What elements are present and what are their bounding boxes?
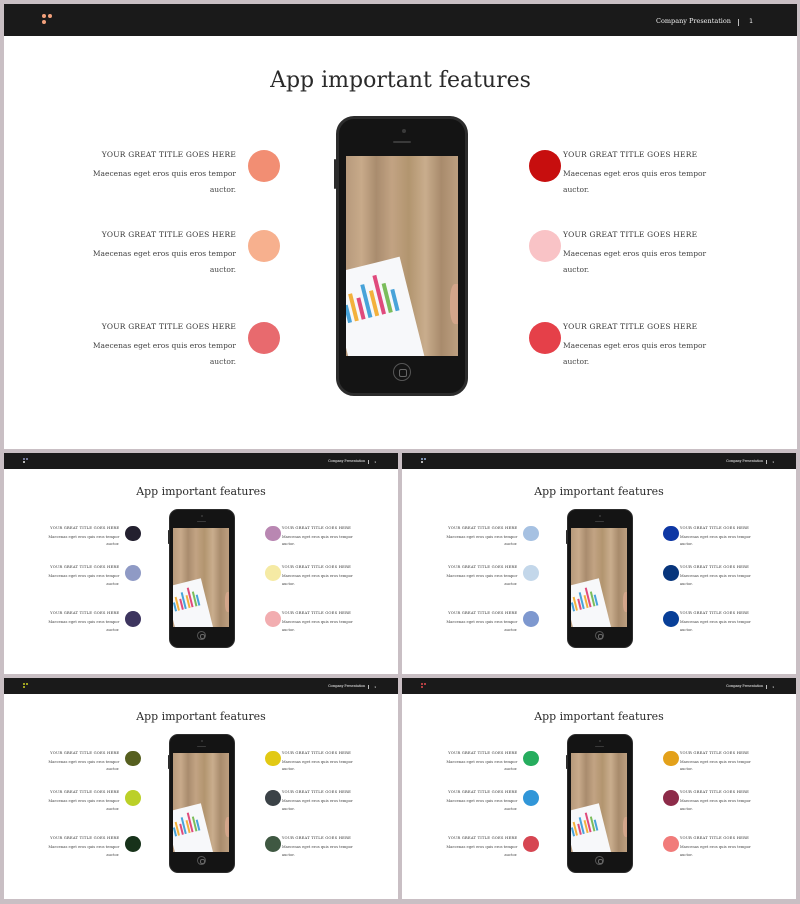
logo-dot-3	[23, 461, 25, 463]
brand-name: Company Presentation	[726, 684, 764, 689]
feature-desc-line-2: auctor.	[504, 582, 518, 587]
feature-desc	[282, 573, 353, 589]
feature-desc-line-1: Maecenas eget eros quis eros tempor	[92, 249, 236, 258]
feature-desc-line-2: auctor.	[504, 767, 518, 772]
feature-color-dot	[523, 751, 539, 767]
feature-desc-line-1: Maecenas eget eros quis eros tempor	[679, 844, 751, 849]
feature-title: YOUR GREAT TITLE GOES HERE	[101, 150, 236, 159]
feature-title: YOUR GREAT TITLE GOES HERE	[679, 565, 749, 570]
feature-desc-line-2: auctor.	[504, 807, 518, 812]
feature-desc-line-2: auctor.	[679, 582, 693, 587]
feature-desc-line-2: auctor.	[106, 542, 120, 547]
feature-color-dot	[125, 565, 141, 581]
feature-desc	[282, 534, 353, 550]
slide-4[interactable]	[4, 678, 398, 899]
logo-dot-3	[421, 686, 423, 688]
feature-title: YOUR GREAT TITLE GOES HERE	[448, 611, 518, 616]
phone-mockup	[567, 509, 633, 648]
feature-title: YOUR GREAT TITLE GOES HERE	[448, 836, 518, 841]
feature-color-dot	[523, 790, 539, 806]
feature-desc-line-2: auctor.	[679, 852, 693, 857]
logo-dot-1	[421, 458, 423, 460]
slide-2[interactable]	[4, 453, 398, 674]
feature-desc-line-2: auctor.	[106, 852, 120, 857]
feature-title: YOUR GREAT TITLE GOES HERE	[50, 836, 120, 841]
brand-name: Company Presentation	[328, 684, 366, 689]
feature-title: YOUR GREAT TITLE GOES HERE	[448, 750, 518, 755]
feature-desc-line-1: Maecenas eget eros quis eros tempor	[92, 341, 236, 350]
feature-desc-line-1: Maecenas eget eros quis eros tempor	[679, 799, 751, 804]
feature-desc-line-1: Maecenas eget eros quis eros tempor	[563, 249, 707, 258]
feature-title: YOUR GREAT TITLE GOES HERE	[448, 565, 518, 570]
feature-desc	[93, 246, 236, 278]
brand-name: Company Presentation	[328, 459, 366, 464]
slide-title: App important features	[136, 484, 266, 498]
feature-desc-line-2: auctor.	[679, 767, 693, 772]
feature-desc-line-2: auctor.	[209, 185, 236, 194]
home-button-square	[399, 369, 407, 377]
logo-dot-1	[23, 458, 25, 460]
feature-color-dot	[265, 565, 281, 581]
feature-color-dot	[125, 790, 141, 806]
feature-color-dot	[265, 611, 281, 627]
hand	[450, 284, 458, 324]
slide-title: App important features	[270, 68, 531, 93]
feature-desc	[680, 573, 751, 589]
header-divider	[766, 460, 767, 463]
feature-desc-line-1: Maecenas eget eros quis eros tempor	[679, 534, 751, 539]
chart-paper	[571, 803, 611, 852]
feature-desc-line-2: auctor.	[281, 767, 295, 772]
feature-color-dot	[523, 836, 539, 852]
page-number: 1	[374, 684, 377, 689]
feature-desc-line-1: Maecenas eget eros quis eros tempor	[563, 341, 707, 350]
brand-name: Company Presentation	[726, 459, 764, 464]
logo-dot-2	[48, 14, 52, 18]
logo-dot-3	[23, 686, 25, 688]
page-number: 1	[772, 684, 775, 689]
home-button-square	[598, 634, 603, 639]
feature-title: YOUR GREAT TITLE GOES HERE	[448, 525, 518, 530]
feature-color-dot	[125, 836, 141, 852]
header-divider	[368, 685, 369, 688]
feature-color-dot	[663, 565, 679, 581]
feature-desc-line-2: auctor.	[209, 357, 236, 366]
feature-desc-line-2: auctor.	[281, 627, 295, 632]
feature-desc	[48, 798, 119, 814]
feature-desc	[680, 619, 751, 635]
feature-color-dot	[523, 565, 539, 581]
slide-5[interactable]	[402, 678, 796, 899]
home-button[interactable]	[197, 856, 206, 865]
feature-title: YOUR GREAT TITLE GOES HERE	[50, 790, 120, 795]
phone-screen-photo	[571, 753, 627, 852]
feature-desc	[680, 844, 751, 860]
feature-color-dot	[248, 322, 280, 354]
feature-title: YOUR GREAT TITLE GOES HERE	[679, 611, 749, 616]
feature-color-dot	[265, 526, 281, 542]
feature-color-dot	[248, 230, 280, 262]
slide-3[interactable]	[402, 453, 796, 674]
feature-desc-line-1: Maecenas eget eros quis eros tempor	[48, 844, 120, 849]
feature-title: YOUR GREAT TITLE GOES HERE	[281, 611, 351, 616]
feature-desc-line-1: Maecenas eget eros quis eros tempor	[48, 799, 120, 804]
header-divider	[368, 460, 369, 463]
logo-dot-2	[26, 458, 28, 460]
feature-desc-line-1: Maecenas eget eros quis eros tempor	[446, 844, 518, 849]
phone-side-button	[168, 755, 169, 770]
logo-dot-1	[42, 14, 46, 18]
feature-desc-line-1: Maecenas eget eros quis eros tempor	[281, 619, 353, 624]
phone-screen-photo	[173, 753, 229, 852]
phone-side-button	[566, 530, 567, 545]
chart-paper	[571, 578, 611, 627]
hand	[623, 592, 627, 612]
phone-camera	[201, 515, 203, 517]
feature-title: YOUR GREAT TITLE GOES HERE	[448, 790, 518, 795]
phone-mockup	[169, 734, 235, 873]
logo-dot-3	[421, 461, 423, 463]
home-button[interactable]	[197, 631, 206, 640]
feature-desc-line-1: Maecenas eget eros quis eros tempor	[679, 574, 751, 579]
feature-desc	[282, 619, 353, 635]
feature-desc-line-2: auctor.	[106, 767, 120, 772]
feature-title: YOUR GREAT TITLE GOES HERE	[281, 790, 351, 795]
logo-dot-2	[26, 683, 28, 685]
feature-desc	[282, 844, 353, 860]
chart-paper	[173, 803, 213, 852]
logo-dot-3	[42, 20, 46, 24]
logo-dot-2	[424, 458, 426, 460]
feature-color-dot	[529, 230, 561, 262]
feature-desc-line-1: Maecenas eget eros quis eros tempor	[92, 169, 236, 178]
feature-title: YOUR GREAT TITLE GOES HERE	[679, 836, 749, 841]
slide-header	[402, 678, 796, 694]
feature-desc-line-2: auctor.	[504, 542, 518, 547]
feature-desc-line-1: Maecenas eget eros quis eros tempor	[281, 844, 353, 849]
feature-title: YOUR GREAT TITLE GOES HERE	[50, 565, 120, 570]
phone-speaker	[197, 746, 206, 747]
feature-desc-line-2: auctor.	[106, 582, 120, 587]
feature-desc-line-2: auctor.	[106, 807, 120, 812]
feature-desc-line-2: auctor.	[563, 357, 590, 366]
brand-name: Company Presentation	[656, 17, 731, 25]
page-number: 1	[772, 459, 775, 464]
logo-dot-2	[424, 683, 426, 685]
feature-desc-line-1: Maecenas eget eros quis eros tempor	[48, 619, 120, 624]
feature-color-dot	[663, 836, 679, 852]
hand	[225, 592, 229, 612]
phone-camera	[402, 129, 406, 133]
feature-desc	[48, 573, 119, 589]
feature-desc-line-1: Maecenas eget eros quis eros tempor	[446, 574, 518, 579]
logo-dot-1	[421, 683, 423, 685]
feature-desc	[282, 798, 353, 814]
feature-color-dot	[125, 611, 141, 627]
feature-color-dot	[663, 751, 679, 767]
feature-title: YOUR GREAT TITLE GOES HERE	[563, 150, 698, 159]
home-button-square	[598, 859, 603, 864]
feature-title: YOUR GREAT TITLE GOES HERE	[50, 611, 120, 616]
feature-desc-line-2: auctor.	[679, 542, 693, 547]
phone-camera	[201, 740, 203, 742]
feature-title: YOUR GREAT TITLE GOES HERE	[281, 525, 351, 530]
feature-title: YOUR GREAT TITLE GOES HERE	[281, 750, 351, 755]
feature-color-dot	[125, 751, 141, 767]
phone-mockup	[567, 734, 633, 873]
feature-desc	[48, 534, 119, 550]
feature-desc	[446, 798, 517, 814]
feature-desc	[48, 844, 119, 860]
slide-header	[402, 453, 796, 469]
phone-side-button	[168, 530, 169, 545]
feature-title: YOUR GREAT TITLE GOES HERE	[50, 525, 120, 530]
page-number: 1	[749, 18, 753, 25]
feature-desc-line-2: auctor.	[281, 807, 295, 812]
feature-title: YOUR GREAT TITLE GOES HERE	[679, 790, 749, 795]
slide-title: App important features	[534, 709, 664, 723]
feature-desc-line-2: auctor.	[679, 627, 693, 632]
slide-title: App important features	[534, 484, 664, 498]
feature-desc-line-1: Maecenas eget eros quis eros tempor	[48, 574, 120, 579]
feature-title: YOUR GREAT TITLE GOES HERE	[281, 565, 351, 570]
feature-desc	[446, 534, 517, 550]
home-button-square	[200, 859, 205, 864]
feature-desc-line-1: Maecenas eget eros quis eros tempor	[446, 799, 518, 804]
phone-screen-photo	[571, 528, 627, 627]
feature-color-dot	[529, 322, 561, 354]
feature-desc-line-1: Maecenas eget eros quis eros tempor	[281, 759, 353, 764]
feature-desc-line-2: auctor.	[504, 852, 518, 857]
feature-color-dot	[248, 150, 280, 182]
hand	[623, 817, 627, 837]
feature-title: YOUR GREAT TITLE GOES HERE	[101, 230, 236, 239]
feature-desc	[563, 166, 706, 198]
feature-title: YOUR GREAT TITLE GOES HERE	[281, 836, 351, 841]
feature-color-dot	[663, 526, 679, 542]
feature-color-dot	[529, 150, 561, 182]
feature-desc-line-1: Maecenas eget eros quis eros tempor	[563, 169, 707, 178]
feature-color-dot	[265, 790, 281, 806]
phone-camera	[599, 740, 601, 742]
feature-color-dot	[125, 526, 141, 542]
feature-color-dot	[523, 526, 539, 542]
feature-desc-line-2: auctor.	[281, 852, 295, 857]
slide-1[interactable]	[4, 4, 797, 449]
feature-title: YOUR GREAT TITLE GOES HERE	[679, 750, 749, 755]
phone-camera	[599, 515, 601, 517]
slide-header	[4, 678, 398, 694]
feature-desc-line-2: auctor.	[504, 627, 518, 632]
feature-desc	[446, 759, 517, 775]
feature-desc-line-1: Maecenas eget eros quis eros tempor	[281, 799, 353, 804]
feature-desc-line-1: Maecenas eget eros quis eros tempor	[281, 574, 353, 579]
feature-title: YOUR GREAT TITLE GOES HERE	[563, 230, 698, 239]
header-divider	[766, 685, 767, 688]
home-button[interactable]	[595, 631, 604, 640]
feature-desc	[93, 338, 236, 370]
slide-header	[4, 453, 398, 469]
phone-mockup	[169, 509, 235, 648]
feature-desc-line-2: auctor.	[209, 265, 236, 274]
home-button[interactable]	[393, 363, 411, 381]
page-number: 1	[374, 459, 377, 464]
home-button[interactable]	[595, 856, 604, 865]
phone-side-button	[334, 159, 336, 189]
phone-screen-photo	[346, 156, 458, 356]
feature-desc-line-2: auctor.	[281, 542, 295, 547]
feature-desc-line-2: auctor.	[106, 627, 120, 632]
chart-paper	[346, 257, 426, 356]
home-button-square	[200, 634, 205, 639]
feature-desc-line-1: Maecenas eget eros quis eros tempor	[679, 759, 751, 764]
feature-desc	[446, 619, 517, 635]
feature-color-dot	[663, 790, 679, 806]
feature-title: YOUR GREAT TITLE GOES HERE	[563, 322, 698, 331]
slide-title: App important features	[136, 709, 266, 723]
chart-paper	[173, 578, 213, 627]
feature-desc-line-2: auctor.	[563, 185, 590, 194]
feature-desc	[680, 759, 751, 775]
feature-title: YOUR GREAT TITLE GOES HERE	[101, 322, 236, 331]
feature-color-dot	[523, 611, 539, 627]
feature-desc	[282, 759, 353, 775]
logo-dot-1	[23, 683, 25, 685]
phone-speaker	[393, 141, 411, 143]
feature-desc	[680, 534, 751, 550]
feature-desc	[93, 166, 236, 198]
feature-color-dot	[663, 611, 679, 627]
feature-desc-line-1: Maecenas eget eros quis eros tempor	[446, 619, 518, 624]
feature-color-dot	[265, 751, 281, 767]
feature-title: YOUR GREAT TITLE GOES HERE	[50, 750, 120, 755]
feature-desc-line-2: auctor.	[281, 582, 295, 587]
feature-desc	[48, 619, 119, 635]
feature-title: YOUR GREAT TITLE GOES HERE	[679, 525, 749, 530]
feature-color-dot	[265, 836, 281, 852]
phone-side-button	[566, 755, 567, 770]
feature-desc	[563, 338, 706, 370]
feature-desc	[446, 844, 517, 860]
feature-desc-line-1: Maecenas eget eros quis eros tempor	[281, 534, 353, 539]
slide-header	[4, 4, 797, 36]
feature-desc	[446, 573, 517, 589]
phone-mockup	[336, 116, 468, 396]
hand	[225, 817, 229, 837]
feature-desc	[48, 759, 119, 775]
feature-desc-line-2: auctor.	[563, 265, 590, 274]
phone-speaker	[197, 521, 206, 522]
feature-desc-line-1: Maecenas eget eros quis eros tempor	[48, 534, 120, 539]
phone-speaker	[595, 746, 604, 747]
phone-screen-photo	[173, 528, 229, 627]
feature-desc	[680, 798, 751, 814]
feature-desc-line-2: auctor.	[679, 807, 693, 812]
feature-desc	[563, 246, 706, 278]
feature-desc-line-1: Maecenas eget eros quis eros tempor	[679, 619, 751, 624]
feature-desc-line-1: Maecenas eget eros quis eros tempor	[446, 759, 518, 764]
header-divider	[738, 19, 739, 26]
feature-desc-line-1: Maecenas eget eros quis eros tempor	[446, 534, 518, 539]
feature-desc-line-1: Maecenas eget eros quis eros tempor	[48, 759, 120, 764]
phone-speaker	[595, 521, 604, 522]
